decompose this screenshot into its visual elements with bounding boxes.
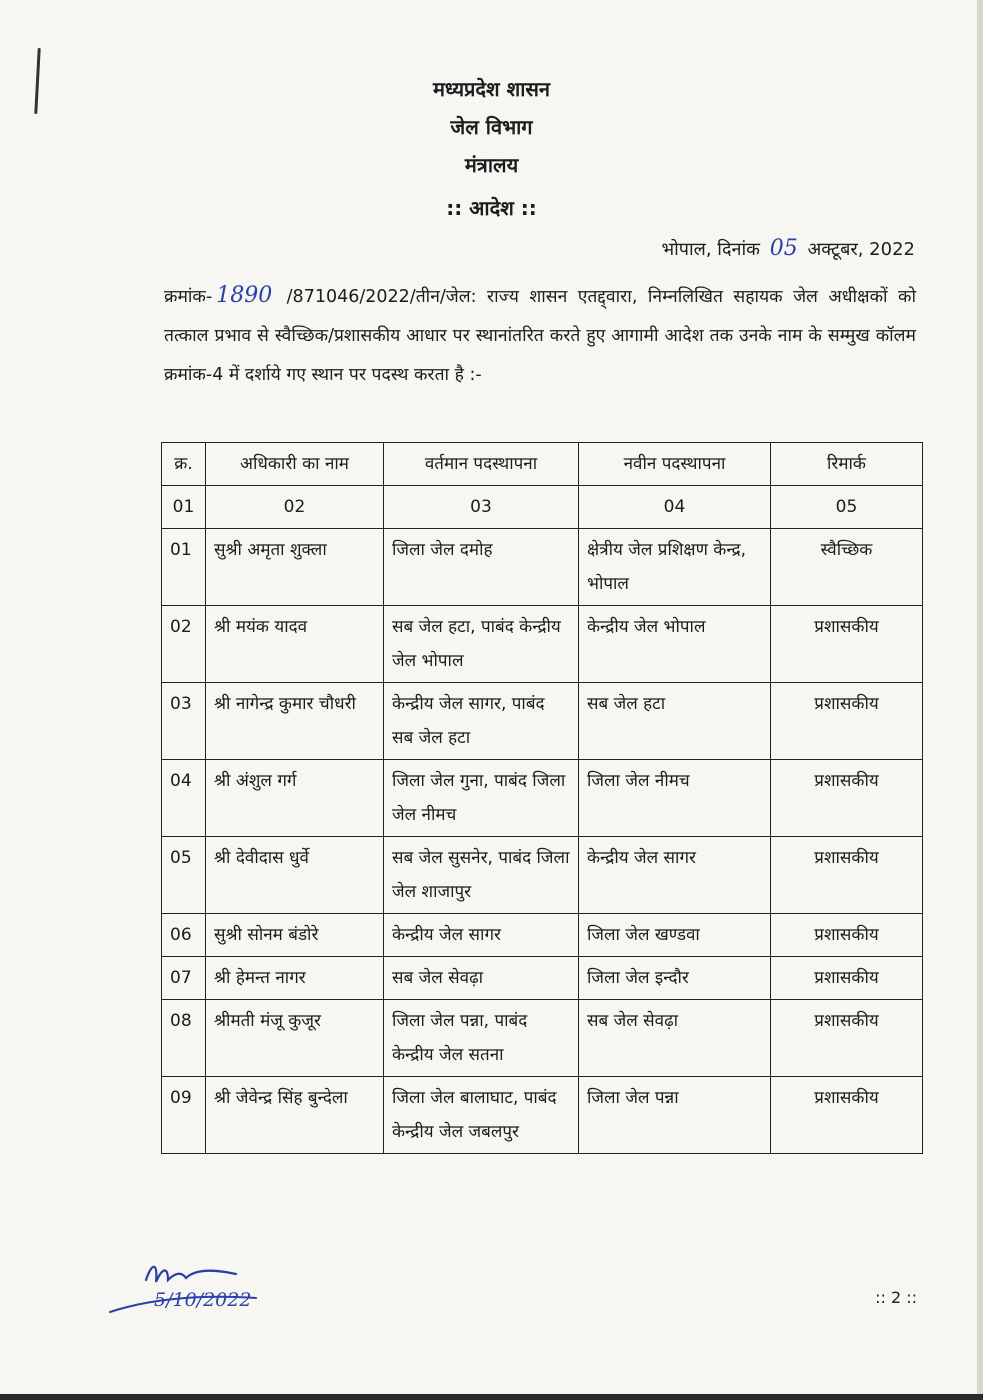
header-new-posting: नवीन पदस्थापना: [579, 443, 771, 486]
dateline-prefix: भोपाल, दिनांक: [661, 239, 760, 260]
row-new-posting: क्षेत्रीय जेल प्रशिक्षण केन्द्र, भोपाल: [579, 529, 771, 606]
page-number-marker: :: 2 ::: [875, 1288, 917, 1307]
row-remark: प्रशासकीय: [771, 837, 923, 914]
row-sno: 06: [162, 914, 206, 957]
transfer-table: [161, 442, 923, 1154]
table-row: [162, 606, 923, 683]
row-officer-name: श्री अंशुल गर्ग: [206, 760, 384, 837]
header-sno: क्र.: [162, 443, 206, 486]
row-sno: 04: [162, 760, 206, 837]
scan-bottom-edge: [0, 1394, 983, 1400]
row-sno: 02: [162, 606, 206, 683]
row-current-posting: जिला जेल बालाघाट, पाबंद केन्द्रीय जेल जबलपुर: [384, 1077, 579, 1154]
order-body-text: /871046/2022/तीन/जेल: राज्य शासन एतद्द्वारा, निम्नलिखित सहायक जेल अधीक्षकों को तत्काल प्रभाव से स्वैच्छिक/प्रशासकीय आधार पर स्थानांतरित करते हुए आगामी आदेश तक उनके नाम के सम्मुख कॉलम क्रमांक-4 में दर्शाये गए स्थान पर पदस्थ करता है :-: [164, 287, 916, 385]
row-officer-name: श्री देवीदास धुर्वे: [206, 837, 384, 914]
table-row: [162, 683, 923, 760]
dateline-suffix: अक्टूबर, 2022: [807, 239, 915, 260]
row-current-posting: जिला जेल गुना, पाबंद जिला जेल नीमच: [384, 760, 579, 837]
row-remark: प्रशासकीय: [771, 914, 923, 957]
row-sno: 03: [162, 683, 206, 760]
order-number-prefix: क्रमांक-: [164, 287, 213, 307]
letterhead: [0, 70, 983, 184]
row-current-posting: सब जेल हटा, पाबंद केन्द्रीय जेल भोपाल: [384, 606, 579, 683]
row-sno: 09: [162, 1077, 206, 1154]
table-row: [162, 837, 923, 914]
row-remark: प्रशासकीय: [771, 1077, 923, 1154]
row-sno: 07: [162, 957, 206, 1000]
table-row: [162, 1000, 923, 1077]
row-officer-name: श्री जेवेन्द्र सिंह बुन्देला: [206, 1077, 384, 1154]
column-number: 04: [579, 486, 771, 529]
row-officer-name: श्री हेमन्त नागर: [206, 957, 384, 1000]
row-new-posting: जिला जेल नीमच: [579, 760, 771, 837]
row-officer-name: श्री नागेन्द्र कुमार चौधरी: [206, 683, 384, 760]
row-current-posting: केन्द्रीय जेल सागर, पाबंद सब जेल हटा: [384, 683, 579, 760]
table-row: [162, 1077, 923, 1154]
row-sno: 01: [162, 529, 206, 606]
order-title: :: आदेश ::: [446, 196, 537, 220]
row-officer-name: सुश्री अमृता शुक्ला: [206, 529, 384, 606]
header-remark: रिमार्क: [771, 443, 923, 486]
row-officer-name: सुश्री सोनम बंडोरे: [206, 914, 384, 957]
row-new-posting: केन्द्रीय जेल सागर: [579, 837, 771, 914]
row-officer-name: श्रीमती मंजू कुजूर: [206, 1000, 384, 1077]
signature-mark: [106, 1258, 296, 1318]
table-row: [162, 914, 923, 957]
row-officer-name: श्री मयंक यादव: [206, 606, 384, 683]
header-officer-name: अधिकारी का नाम: [206, 443, 384, 486]
row-remark: प्रशासकीय: [771, 683, 923, 760]
row-current-posting: सब जेल सेवढ़ा: [384, 957, 579, 1000]
row-remark: प्रशासकीय: [771, 760, 923, 837]
row-new-posting: सब जेल सेवढ़ा: [579, 1000, 771, 1077]
table-row: [162, 529, 923, 606]
row-remark: प्रशासकीय: [771, 1000, 923, 1077]
row-current-posting: जिला जेल दमोह: [384, 529, 579, 606]
column-number: 03: [384, 486, 579, 529]
column-number-row: [162, 486, 923, 529]
table-row: [162, 760, 923, 837]
signature-date: 5/10/2022: [154, 1289, 252, 1311]
handwritten-day: 05: [769, 236, 798, 261]
dateline: [661, 236, 915, 261]
handwritten-order-number: 1890: [216, 283, 273, 308]
row-new-posting: जिला जेल खण्डवा: [579, 914, 771, 957]
row-remark: प्रशासकीय: [771, 606, 923, 683]
row-new-posting: जिला जेल पन्ना: [579, 1077, 771, 1154]
column-number: 05: [771, 486, 923, 529]
ministry-name: मंत्रालय: [464, 153, 519, 177]
row-sno: 08: [162, 1000, 206, 1077]
column-number: 01: [162, 486, 206, 529]
department-name: जेल विभाग: [450, 115, 533, 139]
column-number: 02: [206, 486, 384, 529]
row-new-posting: जिला जेल इन्दौर: [579, 957, 771, 1000]
row-remark: स्वैच्छिक: [771, 529, 923, 606]
header-current-posting: वर्तमान पदस्थापना: [384, 443, 579, 486]
row-remark: प्रशासकीय: [771, 957, 923, 1000]
table-row: [162, 957, 923, 1000]
row-sno: 05: [162, 837, 206, 914]
row-new-posting: केन्द्रीय जेल भोपाल: [579, 606, 771, 683]
row-current-posting: केन्द्रीय जेल सागर: [384, 914, 579, 957]
government-name: मध्यप्रदेश शासन: [432, 77, 551, 101]
row-current-posting: जिला जेल पन्ना, पाबंद केन्द्रीय जेल सतना: [384, 1000, 579, 1077]
row-new-posting: सब जेल हटा: [579, 683, 771, 760]
order-paragraph: [164, 276, 916, 395]
row-current-posting: सब जेल सुसनेर, पाबंद जिला जेल शाजापुर: [384, 837, 579, 914]
table-header-row: [162, 443, 923, 486]
